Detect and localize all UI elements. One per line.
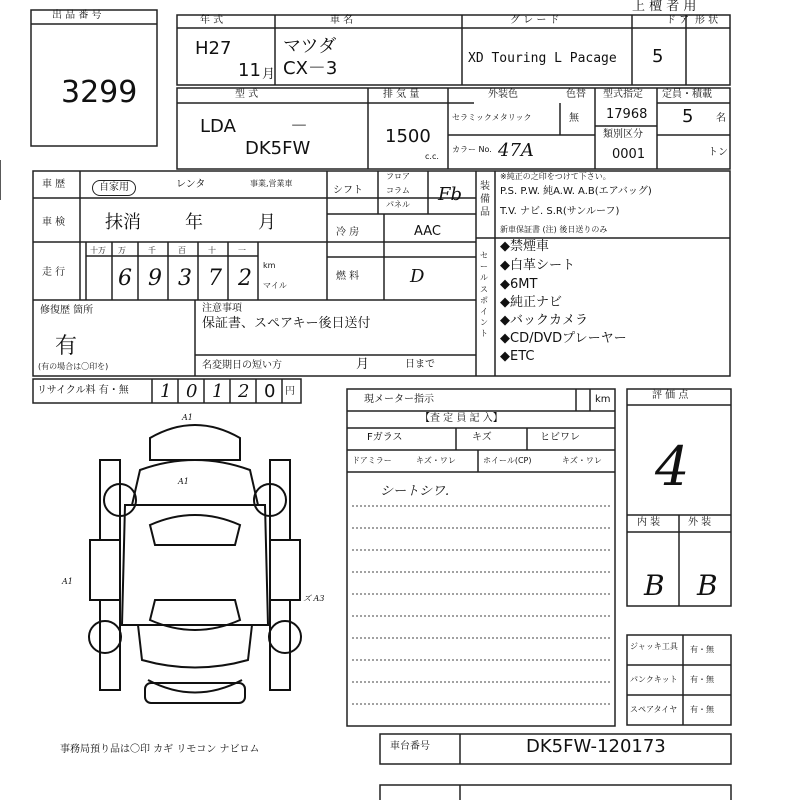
sales-point-5: ◆バックカメラ bbox=[500, 313, 588, 328]
fuel-label: 燃 料 bbox=[336, 271, 360, 282]
lot-number: 3299 bbox=[61, 75, 138, 110]
glass-crack: ヒビワレ bbox=[540, 432, 580, 443]
model-code-label: 型 式 bbox=[235, 89, 259, 100]
year-label: 年 式 bbox=[200, 15, 224, 26]
mileage-digit-4: 7 bbox=[208, 266, 222, 291]
capacity-unit2: トン bbox=[708, 147, 728, 158]
tool-spare-label: スペアタイヤ bbox=[630, 705, 678, 714]
office-items: 事務局預り品は〇印 カギ リモコン ナビロム bbox=[60, 744, 260, 755]
type-spec-label: 型式指定 bbox=[603, 89, 643, 100]
mileage-digit-2: 9 bbox=[148, 266, 162, 291]
grade-label: グ レ ー ド bbox=[510, 15, 560, 26]
lot-label: 出 品 番 号 bbox=[52, 10, 102, 21]
color-change-value: 無 bbox=[569, 113, 579, 124]
mileage-digit-label-10: 十 bbox=[208, 246, 216, 255]
exterior-label: 外 装 bbox=[688, 517, 712, 528]
inspection-year: 年 bbox=[185, 212, 203, 233]
shift-value: Fb bbox=[438, 184, 463, 205]
aircon-label: 冷 房 bbox=[336, 227, 360, 238]
score-value: 4 bbox=[655, 435, 690, 498]
expiry-label: 名変期日の短い方 bbox=[202, 360, 282, 371]
recycle-digit-3: 1 bbox=[212, 381, 224, 402]
aircon-value: AAC bbox=[414, 224, 441, 239]
recycle-digit-4: 2 bbox=[238, 381, 250, 402]
tool-jack-label: ジャッキ工具 bbox=[630, 642, 678, 651]
expiry-month: 月 bbox=[356, 357, 370, 372]
mileage-digit-1: 6 bbox=[118, 266, 132, 291]
sales-point-2: ◆白革シート bbox=[500, 258, 575, 273]
mileage-digit-5: 2 bbox=[238, 266, 252, 291]
fuel-value: D bbox=[410, 266, 425, 287]
model-code: DK5FW bbox=[245, 138, 311, 159]
usage-note: 上 檀 者 用 bbox=[632, 0, 697, 14]
chassis-label: 車台番号 bbox=[390, 741, 430, 752]
equipment-note: ※純正の之印をつけて下さい。 bbox=[500, 172, 611, 181]
year-era: H27 bbox=[195, 38, 232, 59]
color-code-label: カラー No. bbox=[452, 145, 492, 154]
mileage-digit-label-100: 百 bbox=[178, 246, 186, 255]
recycle-digit-5: 0 bbox=[264, 381, 276, 402]
history-private: 自家用 bbox=[92, 180, 136, 196]
repair-note: (有の場合は〇印を) bbox=[38, 362, 109, 371]
sales-point-1: ◆禁煙車 bbox=[500, 239, 549, 254]
interior-value: B bbox=[644, 569, 665, 602]
notes-text: 保証書、スペアキー後日送付 bbox=[202, 316, 371, 331]
sales-point-6: ◆CD/DVDプレーヤー bbox=[500, 331, 627, 346]
mirror-label: ドアミラー bbox=[352, 456, 392, 465]
wheel-label: ホイール(CP) bbox=[483, 456, 532, 465]
sales-point-7: ◆ETC bbox=[500, 349, 535, 364]
shift-panel: パネル bbox=[386, 200, 410, 209]
equipment-items1: P.S. P.W. 純A.W. A.B(エアバッグ) bbox=[500, 186, 652, 197]
sales-point-3: ◆6MT bbox=[500, 277, 538, 292]
displacement-value: 1500 bbox=[385, 126, 431, 147]
car-maker: マツダ bbox=[283, 36, 337, 57]
car-model: CX－3 bbox=[283, 58, 338, 79]
inspector-comment: シートシワ. bbox=[380, 484, 450, 499]
repair-label: 修復歴 箇所 bbox=[40, 305, 94, 316]
meter-unit: km bbox=[595, 394, 611, 405]
expiry-day: 日まで bbox=[405, 359, 435, 370]
wheel-options: キズ・ワレ bbox=[562, 456, 602, 465]
tool-repairkit-label: パンクキット bbox=[630, 675, 678, 684]
mileage-digit-label-10k: 万 bbox=[118, 246, 126, 255]
recycle-label: リサイクル料 有・無 bbox=[37, 385, 129, 396]
inspection-label: 車 検 bbox=[42, 217, 66, 228]
history-label: 車 歴 bbox=[42, 179, 66, 190]
year-month-unit: 月 bbox=[262, 67, 276, 82]
mark-a1-left: A1 bbox=[62, 577, 73, 586]
color-code: 47A bbox=[498, 140, 534, 161]
glass-label: Fガラス bbox=[367, 432, 403, 443]
equipment-warranty: 新車保証書 (注) 後日送りのみ bbox=[500, 225, 608, 234]
capacity-value: 5 bbox=[682, 106, 694, 127]
mileage-digit-label-1: 一 bbox=[238, 246, 246, 255]
shift-floor: フロア bbox=[386, 172, 410, 181]
displacement-label: 排 気 量 bbox=[383, 89, 420, 100]
mileage-digit-label-100k: 十万 bbox=[90, 246, 106, 255]
car-name-label: 車 名 bbox=[330, 15, 354, 26]
color-label: 外装色 bbox=[488, 89, 518, 100]
sales-point-4: ◆純正ナビ bbox=[500, 295, 562, 310]
mark-a1-top: A1 bbox=[182, 413, 193, 422]
notes-label: 注意事項 bbox=[202, 303, 242, 314]
capacity-unit1: 名 bbox=[716, 113, 726, 124]
class-label: 類別区分 bbox=[603, 129, 643, 140]
tool-jack-value: 有・無 bbox=[690, 645, 714, 654]
doors-value: 5 bbox=[652, 46, 664, 67]
recycle-unit: 円 bbox=[285, 386, 295, 397]
class-value: 0001 bbox=[612, 147, 646, 162]
glass-scratch: キズ bbox=[472, 432, 492, 443]
sales-points-label: セールスポイント bbox=[480, 251, 488, 339]
mileage-label: 走 行 bbox=[42, 267, 66, 278]
mileage-digit-label-1k: 千 bbox=[148, 246, 156, 255]
tool-repairkit-value: 有・無 bbox=[690, 675, 714, 684]
interior-label: 内 装 bbox=[637, 517, 661, 528]
inspection-month: 月 bbox=[258, 212, 276, 233]
mark-a3-right: ズ A3 bbox=[303, 594, 325, 603]
color-change-label: 色替 bbox=[566, 89, 586, 100]
displacement-unit: c.c. bbox=[425, 152, 439, 161]
shift-label: シフト bbox=[333, 185, 363, 196]
capacity-label: 定員・積載 bbox=[662, 89, 712, 100]
tool-spare-value: 有・無 bbox=[690, 705, 714, 714]
equipment-label: 装備品 bbox=[480, 181, 490, 218]
shift-column: コラム bbox=[386, 186, 410, 195]
inspector-label: 【査 定 員 記 入】 bbox=[420, 413, 503, 424]
meter-label: 現メーター指示 bbox=[364, 394, 434, 405]
mileage-digit-3: 3 bbox=[178, 266, 192, 291]
grade-value: XD Touring L Pacage bbox=[468, 51, 617, 66]
repair-value: 有 bbox=[55, 334, 78, 359]
inspection-value: 抹消 bbox=[105, 212, 141, 233]
history-rental: レンタ bbox=[176, 179, 206, 190]
score-label: 評 価 点 bbox=[652, 390, 689, 401]
model-prefix: LDA bbox=[200, 116, 236, 137]
mileage-unit-mile: マイル bbox=[263, 281, 287, 290]
model-dash: － bbox=[290, 116, 308, 137]
mileage-unit-km: km bbox=[263, 261, 276, 270]
recycle-digit-1: 1 bbox=[160, 381, 172, 402]
doors-label: ド ア bbox=[666, 15, 690, 26]
history-business: 事業,営業車 bbox=[250, 179, 293, 188]
chassis-number: DK5FW-120173 bbox=[526, 736, 666, 757]
color-name: セラミックメタリック bbox=[452, 113, 532, 122]
type-spec-value: 17968 bbox=[606, 107, 648, 122]
year-month: 11 bbox=[238, 60, 261, 81]
mark-a1-front: A1 bbox=[178, 477, 189, 486]
mirror-options: キズ・ワレ bbox=[416, 456, 456, 465]
recycle-digit-2: 0 bbox=[186, 381, 198, 402]
equipment-items2: T.V. ナビ. S.R(サンルーフ) bbox=[500, 206, 620, 217]
shape-label: 形 状 bbox=[695, 15, 719, 26]
exterior-value: B bbox=[697, 569, 718, 602]
